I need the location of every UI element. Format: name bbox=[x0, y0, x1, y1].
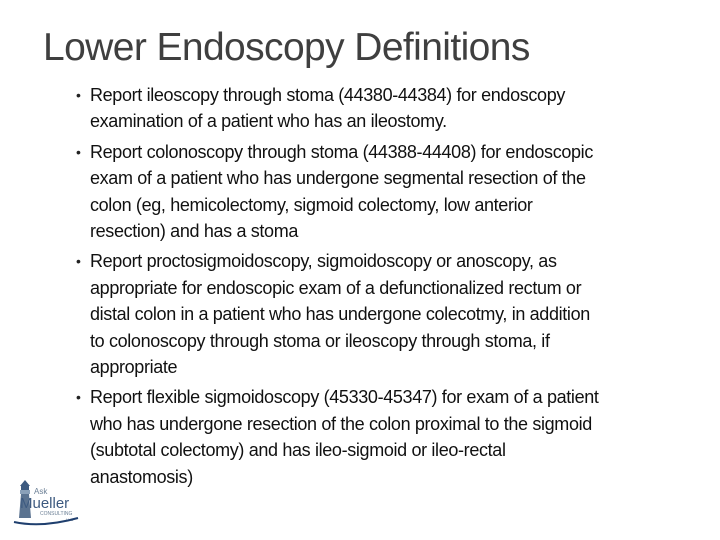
slide-title: Lower Endoscopy Definitions bbox=[43, 26, 530, 69]
bullet-item bbox=[76, 82, 716, 135]
bullet-line: resection) and has a stoma bbox=[90, 221, 299, 242]
bullet-icon: • bbox=[76, 87, 81, 103]
company-logo bbox=[12, 478, 92, 528]
bullet-line: appropriate for endoscopic exam of a defunctionalized rectum or bbox=[90, 277, 582, 298]
bullet-item bbox=[76, 248, 716, 380]
bullet-icon: • bbox=[76, 389, 81, 406]
bullet-icon: • bbox=[76, 253, 81, 270]
bullet-line: Report ileoscopy through stoma (44380-44384) for endoscopy bbox=[90, 85, 565, 105]
svg-text:Ask: Ask bbox=[34, 487, 48, 496]
bullet-line: (subtotal colectomy) and has ileo-sigmoid or ileo-rectal bbox=[90, 440, 506, 461]
svg-text:LLC: LLC bbox=[66, 517, 74, 522]
bullet-line: distal colon in a patient who has undergone colecotmy, in addition bbox=[90, 304, 590, 325]
bullet-line: who has undergone resection of the colon proximal to the sigmoid bbox=[90, 413, 592, 434]
bullet-line: examination of a patient who has an ileostomy. bbox=[90, 111, 447, 132]
bullet-line: anastomosis) bbox=[90, 466, 193, 487]
bullet-line: Report colonoscopy through stoma (44388-44408) for endoscopic bbox=[90, 141, 593, 162]
bullet-line: to colonoscopy through stoma or ileoscopy through stoma, if bbox=[90, 330, 550, 351]
bullet-line: Report proctosigmoidoscopy, sigmoidoscopy or anoscopy, as bbox=[90, 251, 557, 272]
bullet-item bbox=[76, 384, 716, 490]
svg-text:Mueller: Mueller bbox=[20, 495, 70, 512]
bullet-line: colon (eg, hemicolectomy, sigmoid colectomy, low anterior bbox=[90, 194, 533, 215]
bullet-line: Report flexible sigmoidoscopy (45330-45347) for exam of a patient bbox=[90, 387, 599, 408]
svg-text:CONSULTING: CONSULTING bbox=[40, 511, 73, 517]
bullet-item bbox=[76, 139, 716, 245]
bullet-line: exam of a patient who has undergone segmental resection of the bbox=[90, 168, 586, 189]
bullet-icon: • bbox=[76, 143, 81, 160]
bullet-line: appropriate bbox=[90, 357, 178, 378]
bullet-list bbox=[76, 82, 716, 494]
